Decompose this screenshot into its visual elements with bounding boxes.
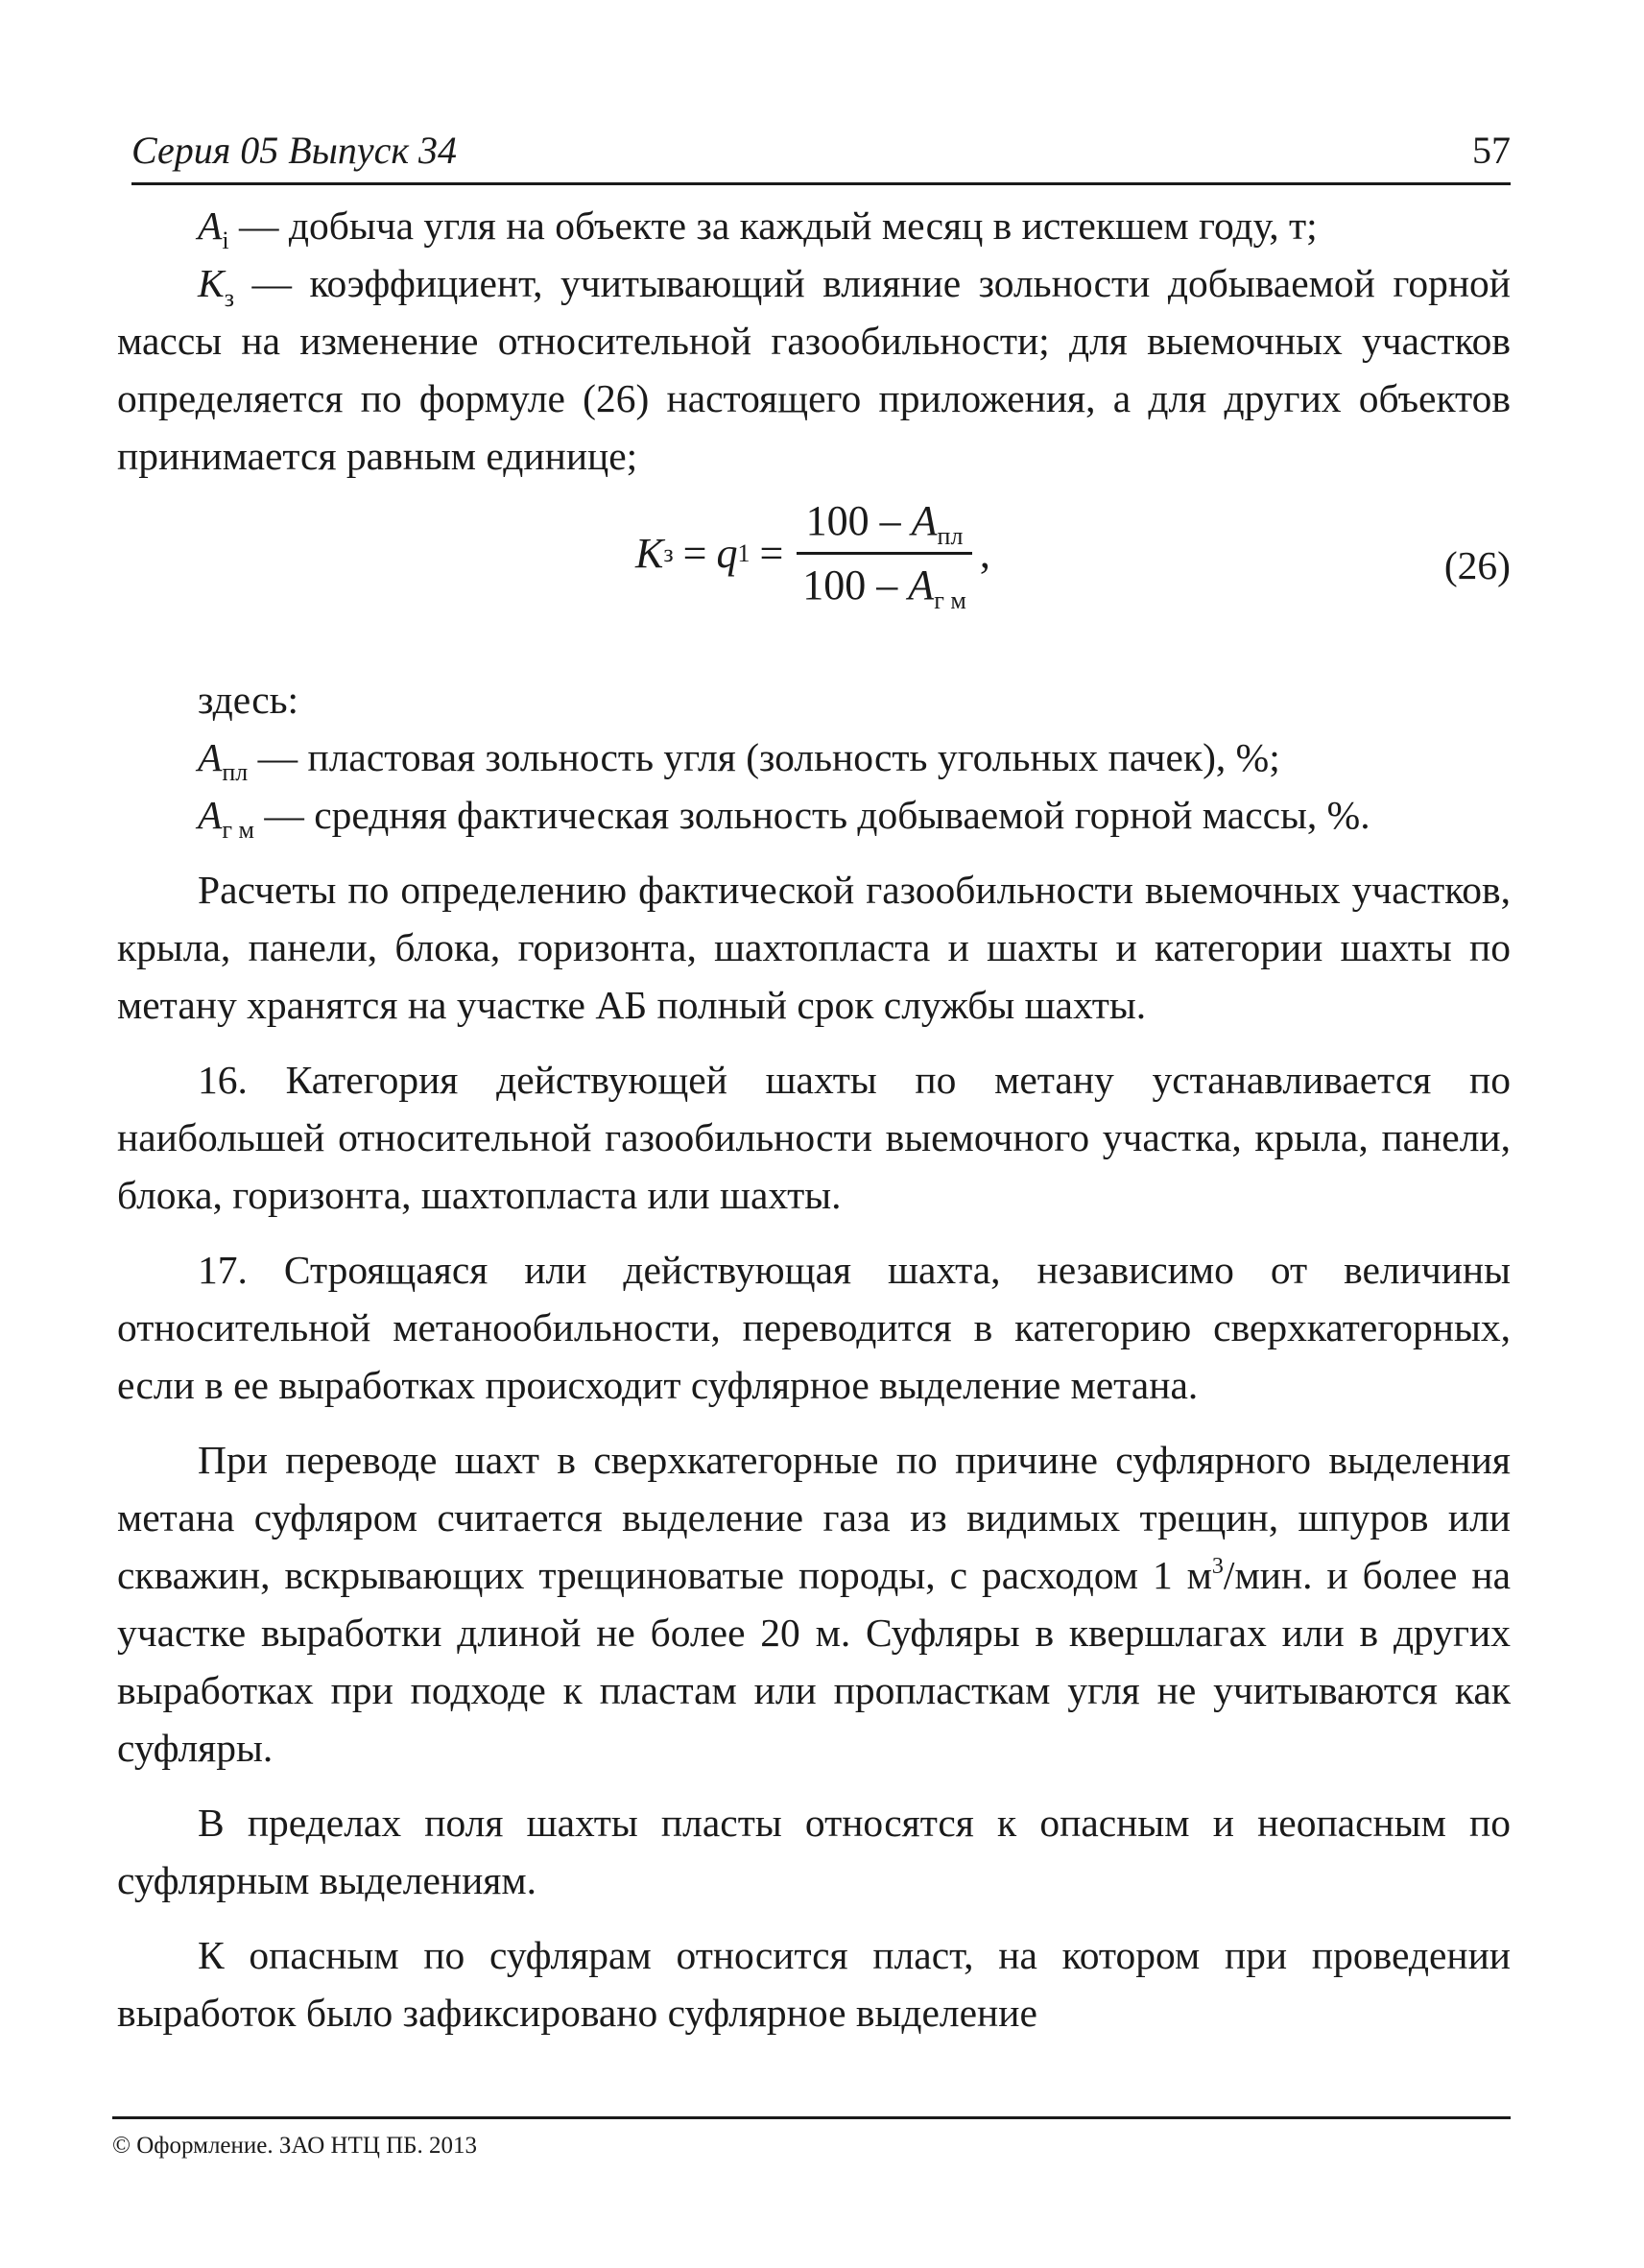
definition-kz: $K_з$ — коэффициент, учитывающий влияние зольности добываемой горной массы на изменение относительной газообильности; для выемочных участков определяется по формуле (26) настоящего приложения, а для других объектов принимается равным единице; (117, 261, 1511, 478)
paragraph: 16. Категория действующей шахты по метану устанавливается по наибольшей относительной газообильности выемочного участка, крыла, панели, блока, горизонта, шахтопласта или шахты. (117, 1058, 1511, 1217)
definition-agm: $A_{г м}$ — средняя фактическая зольность добываемой горной массы, %. (198, 793, 1370, 844)
header-rule (131, 182, 1511, 185)
definition-apl: $A_{пл}$ — пластовая зольность угля (зольность угольных пачек), %; (198, 735, 1280, 786)
page-number: 57 (1472, 129, 1511, 172)
formula-26 (117, 485, 1511, 648)
paragraph: При переводе шахт в сверхкатегорные по причине суфлярного выделения метана суфляром считается выделение газа из видимых трещин, шпуров или скважин, вскрывающих трещиноватые породы, с расходом 1 $м^3$/мин. и более на участке выработки длиной не более 20 м. Суфляры в квершлагах или в других выработках при подходе к пластам или пропласткам угля не учитываются как суфляры. (117, 1438, 1511, 1770)
series-title: Серия 05 Выпуск 34 (131, 129, 458, 172)
footer-rule (112, 2116, 1511, 2119)
paragraph: Расчеты по определению фактической газообильности выемочных участков, крыла, панели, блока, горизонта, шахтопласта и шахты и категории шахты по метану хранятся на участке АБ полный срок службы шахты. (117, 868, 1511, 1027)
definition-ai: $A_i$ — добыча угля на объекте за каждый месяц в истекшем году, т; (198, 203, 1318, 254)
paragraph: 17. Строящаяся или действующая шахта, независимо от величины относительной метанообильности, переводится в категорию сверхкатегорных, если в ее выработках происходит суфлярное выделение метана. (117, 1248, 1511, 1407)
footer-copyright: © Оформление. ЗАО НТЦ ПБ. 2013 (112, 2133, 478, 2159)
fraction-denominator: $100 - A_{г м}$ (802, 561, 966, 614)
paragraph: К опасным по суфлярам относится пласт, на котором при проведении выработок было зафиксировано суфлярное выделение (117, 1933, 1511, 2035)
here-label: здесь: (198, 678, 299, 722)
equation-number: (26) (1443, 543, 1511, 587)
paragraph: В пределах поля шахты пласты относятся к опасным и неопасным по суфлярным выделениям. (117, 1801, 1511, 1902)
fraction-numerator: $100 - A_{пл}$ (805, 497, 964, 550)
body-text (117, 197, 1511, 2059)
formula-fraction (797, 490, 972, 616)
formula-expression: K з = q 1 = $\frac{100 - A_{пл}}{100 - A_{г м}}$ , (635, 490, 990, 616)
